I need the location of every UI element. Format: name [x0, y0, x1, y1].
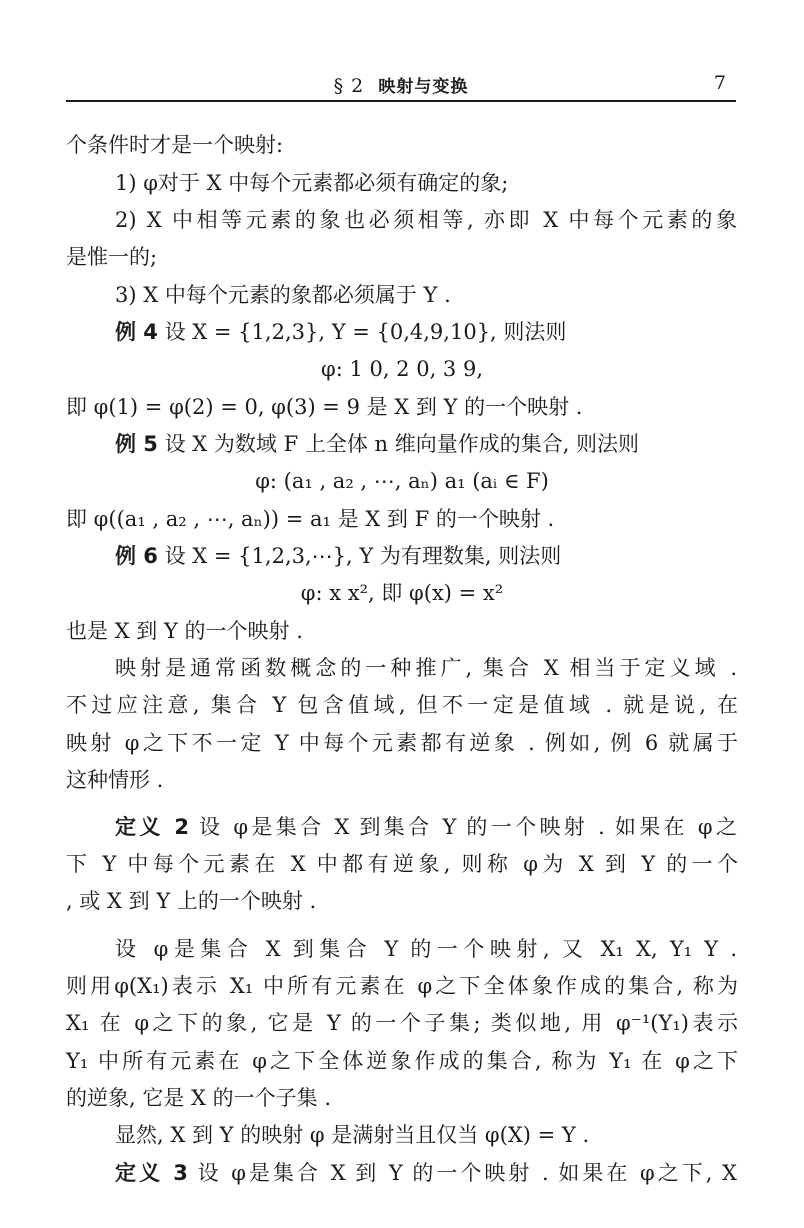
- example-6-line: 例 6 设 X = {1,2,3,⋯}, Y 为有理数集, 则法则: [115, 544, 562, 568]
- page-number: 7: [713, 72, 726, 94]
- text-line: 显然, X 到 Y 的映射 φ 是满射当且仅当 φ(X) = Y .: [115, 1123, 590, 1147]
- text-line: Y₁ 中所有元素在 φ之下全体逆象作成的集合, 称为 Y₁ 在 φ之下: [66, 1049, 738, 1073]
- text-line: 下 Y 中每个元素在 X 中都有逆象, 则称 φ为 X 到 Y 的一个: [66, 852, 738, 876]
- formula-line: φ: (a₁ , a₂ , ⋯, aₙ) a₁ (aᵢ ∈ F): [255, 469, 549, 493]
- text-line: 即 φ((a₁ , a₂ , ⋯, aₙ)) = a₁ 是 X 到 F 的一个映射 .: [66, 507, 555, 531]
- text-line: 则用φ(X₁)表示 X₁ 中所有元素在 φ之下全体象作成的集合, 称为: [66, 974, 738, 998]
- text-line: , 或 X 到 Y 上的一个映射 .: [66, 889, 317, 913]
- text-line: 也是 X 到 Y 的一个映射 .: [66, 619, 303, 643]
- example-4-line: 例 4 设 X = {1,2,3}, Y = {0,4,9,10}, 则法则: [115, 320, 567, 344]
- definition-2-line: 定义 2 设 φ是集合 X 到集合 Y 的一个映射 . 如果在 φ之: [115, 815, 737, 839]
- section-name: 映射与变换: [378, 77, 469, 97]
- text-line: 是惟一的;: [66, 245, 158, 269]
- text-line: 映射 φ之下不一定 Y 中每个元素都有逆象 . 例如, 例 6 就属于: [66, 731, 738, 755]
- text-line: 即 φ(1) = φ(2) = 0, φ(3) = 9 是 X 到 Y 的一个映射 .: [66, 395, 583, 419]
- section-number: § 2: [333, 75, 365, 97]
- header-rule: [66, 100, 736, 102]
- section-title: [66, 72, 736, 97]
- text-line: 设 φ是集合 X 到集合 Y 的一个映射, 又 X₁ X, Y₁ Y .: [115, 937, 737, 961]
- text-line: 个条件时才是一个映射:: [66, 133, 284, 157]
- formula-line: φ: 1 0, 2 0, 3 9,: [320, 357, 484, 381]
- example-5-line: 例 5 设 X 为数域 F 上全体 n 维向量作成的集合, 则法则: [115, 432, 640, 456]
- text-line: 这种情形 .: [66, 768, 164, 792]
- text-line: 映射是通常函数概念的一种推广, 集合 X 相当于定义域 .: [115, 656, 737, 680]
- definition-3-line: 定义 3 设 φ是集合 X 到 Y 的一个映射 . 如果在 φ之下, X: [115, 1161, 737, 1185]
- running-header: [66, 66, 736, 100]
- formula-line: φ: x x², 即 φ(x) = x²: [300, 581, 504, 605]
- text-line: 3) X 中每个元素的象都必须属于 Y .: [115, 283, 451, 307]
- text-line: 的逆象, 它是 X 的一个子集 .: [66, 1086, 332, 1110]
- text-line: 2) X 中相等元素的象也必须相等, 亦即 X 中每个元素的象: [115, 208, 737, 232]
- text-line: 不过应注意, 集合 Y 包含值域, 但不一定是值域 . 就是说, 在: [66, 693, 738, 717]
- text-line: X₁ 在 φ之下的象, 它是 Y 的一个子集; 类似地, 用 φ⁻¹(Y₁)表示: [66, 1011, 738, 1035]
- text-line: 1) φ对于 X 中每个元素都必须有确定的象;: [115, 171, 509, 195]
